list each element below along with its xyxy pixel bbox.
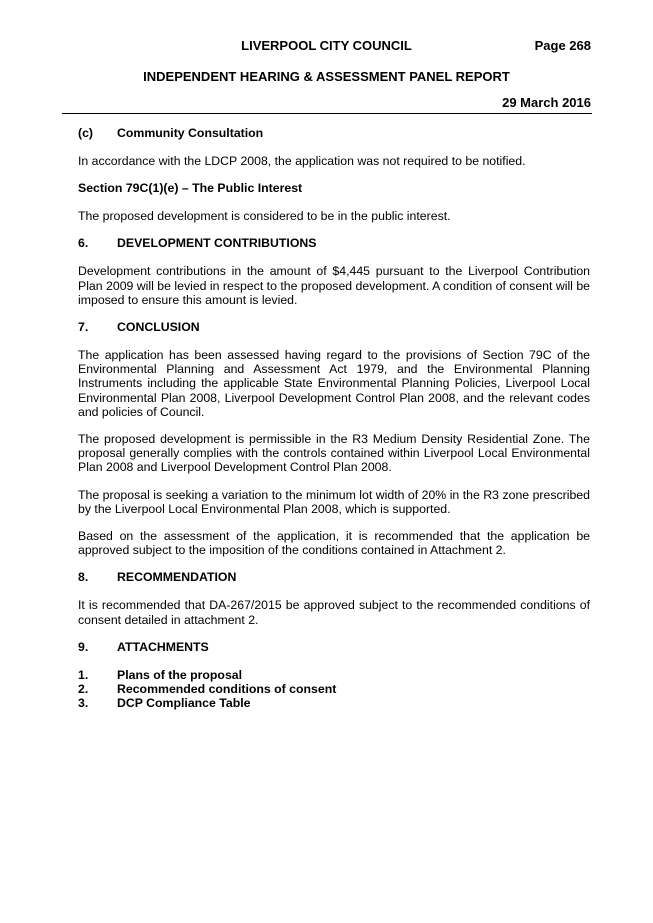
section-title: DEVELOPMENT CONTRIBUTIONS	[117, 236, 317, 251]
list-item-number: 1.	[78, 667, 89, 682]
section-number: 6.	[78, 236, 89, 251]
list-item	[78, 696, 590, 710]
section-heading-recommendation	[78, 570, 590, 585]
list-item	[78, 682, 590, 696]
section-title: Community Consultation	[117, 126, 264, 140]
header-divider	[62, 113, 592, 114]
paragraph: Development contributions in the amount of $4,445 pursuant to the Liverpool Contribution Plan 2009 will be levied in respect to the proposed development. A condition of consent will be imposed to ensure this amount is levied.	[78, 264, 591, 307]
section-title: RECOMMENDATION	[117, 570, 237, 585]
report-title: INDEPENDENT HEARING & ASSESSMENT PANEL REPORT	[143, 69, 510, 84]
attachment-list	[78, 668, 590, 710]
paragraph: It is recommended that DA-267/2015 be approved subject to the recommended conditions of consent detailed in attachment 2.	[78, 598, 590, 627]
list-item-number: 2.	[78, 681, 89, 696]
section-number: 8.	[78, 570, 89, 585]
section-heading-development-contributions	[78, 236, 590, 251]
section-number: (c)	[78, 126, 94, 140]
council-name: LIVERPOOL CITY COUNCIL	[241, 38, 412, 53]
paragraph: The application has been assessed having regard to the provisions of Section 79C of the Environmental Planning and Assessment Act 1979, and the Environmental Planning Instruments including the applicable State Environmental Planning Policies, Liverpool Local Environmental Plan 2008, Liverpool Development Control Plan 2008, and the relevant codes and policies of Council.	[78, 348, 590, 419]
list-item-label: Recommended conditions of consent	[117, 681, 337, 696]
paragraph: The proposed development is considered to be in the public interest.	[78, 209, 451, 224]
section-number: 7.	[78, 320, 89, 335]
list-item-label: DCP Compliance Table	[117, 695, 251, 710]
paragraph: In accordance with the LDCP 2008, the application was not required to be notified.	[78, 154, 526, 168]
section-title: CONCLUSION	[117, 320, 200, 335]
page-number: Page 268	[534, 38, 591, 53]
section-title: ATTACHMENTS	[117, 639, 209, 654]
list-item	[78, 668, 590, 682]
section-heading-public-interest: Section 79C(1)(e) – The Public Interest	[78, 181, 303, 196]
section-heading-community-consultation	[78, 126, 590, 141]
list-item-label: Plans of the proposal	[117, 667, 243, 682]
paragraph: The proposed development is permissible in the R3 Medium Density Residential Zone. The proposal generally complies with the controls contained within Liverpool Local Environmental Plan 2008 and Liverpool Development Control Plan 2008.	[78, 432, 590, 475]
report-body	[78, 126, 590, 710]
report-date: 29 March 2016	[502, 95, 591, 110]
section-heading-conclusion	[78, 320, 590, 335]
section-heading-attachments	[78, 640, 590, 655]
paragraph: Based on the assessment of the application, it is recommended that the application be approved subject to the imposition of the conditions contained in Attachment 2.	[78, 529, 590, 558]
section-number: 9.	[78, 639, 89, 654]
paragraph: The proposal is seeking a variation to the minimum lot width of 20% in the R3 zone prescribed by the Liverpool Local Environmental Plan 2008, which is supported.	[78, 487, 590, 516]
list-item-number: 3.	[78, 695, 89, 710]
